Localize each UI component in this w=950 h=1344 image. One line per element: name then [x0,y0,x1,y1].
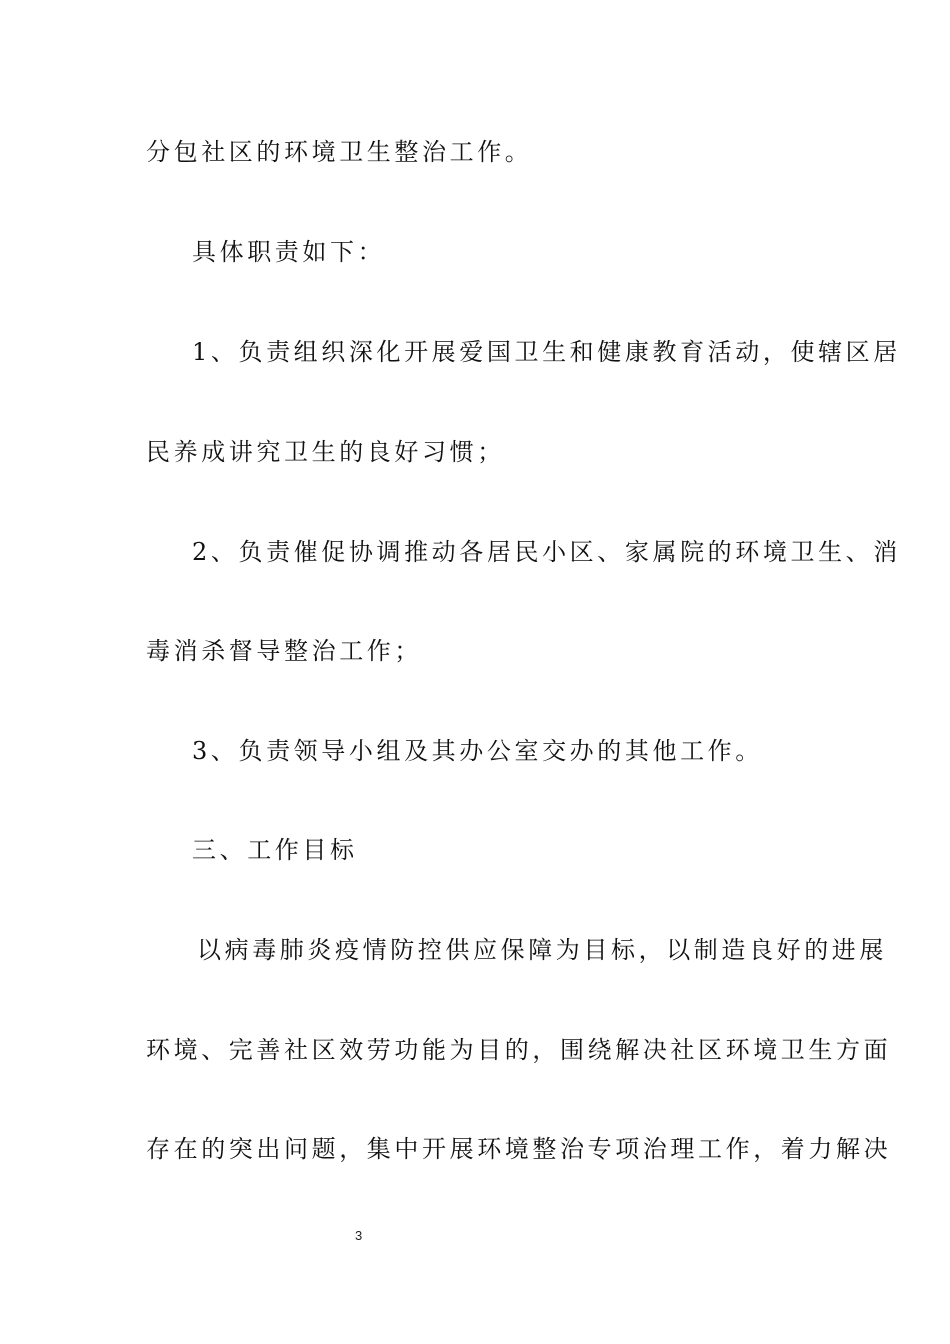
goals-paragraph-line-2: 环境、完善社区效劳功能为目的，围绕解决社区环境卫生方面 [146,1036,892,1064]
duty-item-3: 3、负责领导小组及其办公室交办的其他工作。 [192,737,763,765]
duties-heading: 具体职责如下： [192,238,386,266]
page-number: 3 [355,1228,363,1243]
goals-paragraph-line-1: 以病毒肺炎疫情防控供应保障为目标，以制造良好的进展 [197,936,887,964]
goals-paragraph-line-3: 存在的突出问题，集中开展环境整治专项治理工作，着力解决 [146,1135,892,1163]
paragraph-continuation: 分包社区的环境卫生整治工作。 [146,138,533,166]
duty-item-2: 2、负责催促协调推动各居民小区、家属院的环境卫生、消 [192,538,901,566]
duty-item-2-continuation: 毒消杀督导整治工作； [146,637,422,665]
duty-item-1-continuation: 民养成讲究卫生的良好习惯； [146,438,505,466]
duty-item-1: 1、负责组织深化开展爱国卫生和健康教育活动，使辖区居 [192,338,901,366]
section-heading-work-goals: 三、工作目标 [192,836,358,864]
